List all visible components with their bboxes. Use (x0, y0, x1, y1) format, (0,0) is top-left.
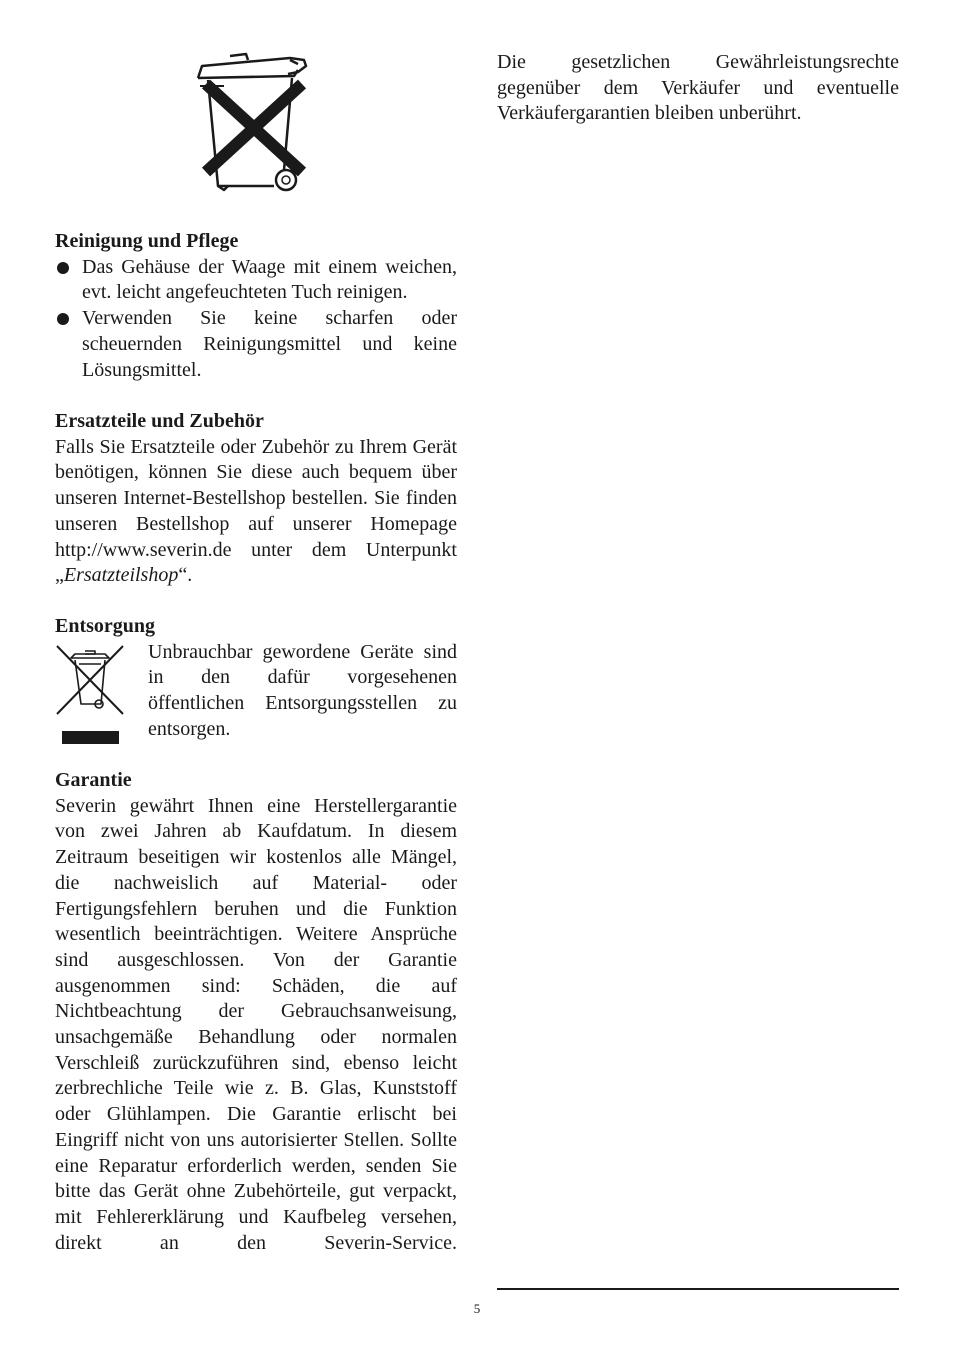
page-number: 5 (473, 1301, 481, 1316)
warranty-continued-text: Die gesetzlichen Gewährleistungsrechte gegenüber dem Verkäufer und eventuelle Verkäufergarantien bleiben unberührt. (497, 51, 899, 125)
bullet-item-text: Das Gehäuse der Waage mit einem weichen, evt. leicht angefeuchteten Tuch reinigen. (82, 255, 457, 304)
section-spare-parts (55, 409, 457, 589)
spare-parts-text: Falls Sie Ersatzteile oder Zubehör zu Ihrem Gerät benötigen, können Sie diese auch bequem über unseren Internet-Bestellshop bestellen. Sie finden unseren Bestellshop auf unserer Homepage http://www.severin.de unter dem Unterpunkt „ (55, 435, 457, 587)
bullet-dot-icon (57, 262, 69, 274)
section-warranty (55, 768, 457, 1256)
right-column (497, 50, 899, 127)
section-title-warranty: Garantie (55, 769, 132, 791)
disposal-row (55, 640, 457, 770)
footer-rule (497, 1288, 899, 1290)
warranty-text: Severin gewährt Ihnen eine Herstellergarantie von zwei Jahren ab Kaufdatum. In diesem Zeitraum beseitigen wir kostenlos alle Mängel, die nachweislich auf Material- oder Fertigungsfehlern beruhen und die Funktion wesentlich beeinträchtigen. Weitere Ansprüche sind ausgeschlossen. Von der Garantie ausgenommen sind: Schäden, die auf Nichtbeachtung der Gebrauchsanweisung, unsachgemäße Behandlung oder normalen Verschleiß zurückzuführen sind, ebenso leicht zerbrechliche Teile wie z. B. Glas, Kunststoff oder Glühlampen. Die Garantie erlischt bei Eingriff nicht von uns autorisierter Stellen. Sollte eine Reparatur erforderlich werden, senden Sie bitte das Gerät ohne Zubehörteile, gut verpackt, mit Fehlererklärung und Kaufbeleg versehen, direkt an den Severin-Service. (55, 794, 457, 1254)
disposal-text: Unbrauchbar gewordene Geräte sind in den dafür vorgesehenen öffentlichen Entsorgungsstellen zu entsorgen. (148, 640, 457, 740)
weee-crossed-out-bin-icon (55, 644, 125, 718)
spare-parts-text-end: “. (178, 564, 193, 587)
section-disposal (55, 614, 457, 770)
shop-link-label: Ersatzteilshop (63, 564, 179, 587)
bullet-item (55, 306, 457, 383)
weee-bar-icon (62, 731, 119, 744)
section-title-spare-parts: Ersatzteile und Zubehör (55, 410, 264, 432)
bullet-item (55, 255, 457, 306)
spare-parts-paragraph (55, 435, 457, 589)
section-cleaning (55, 229, 457, 383)
crossed-out-wheelie-bin-icon (194, 52, 310, 194)
bullet-dot-icon (57, 313, 69, 325)
section-title-cleaning: Reinigung und Pflege (55, 230, 239, 252)
section-title-disposal: Entsorgung (55, 615, 156, 637)
bullet-item-text: Verwenden Sie keine scharfen oder scheuernden Reinigungsmittel und keine Lösungsmittel. (82, 307, 457, 381)
